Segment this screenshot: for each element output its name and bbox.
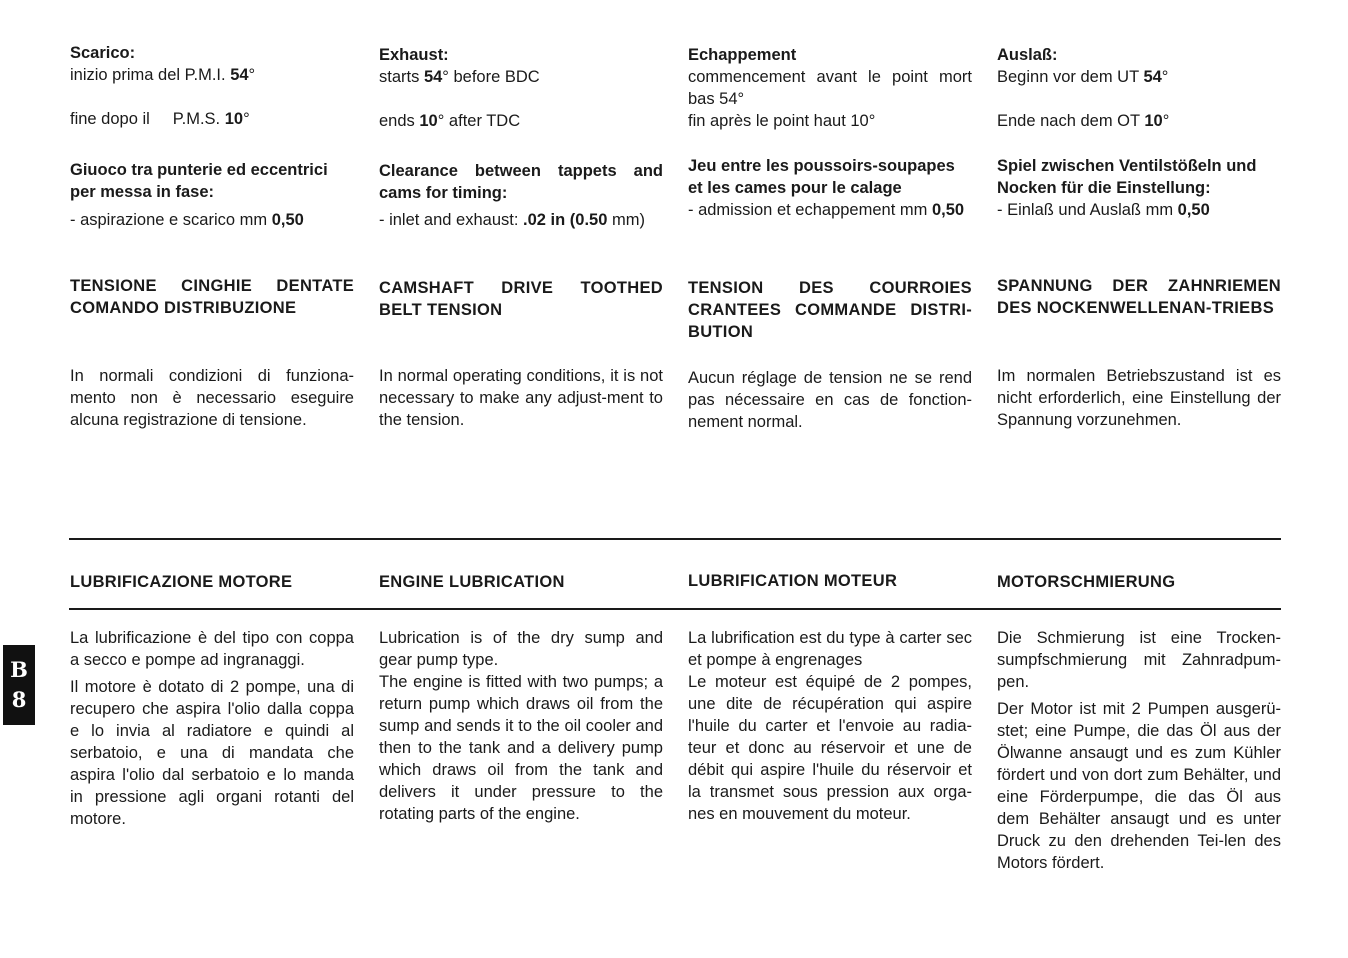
page-number: 8	[11, 687, 27, 712]
lubrication-paragraph: La lubrification est du type à carter sec et pompe à engrenages	[688, 629, 972, 669]
belt-tension-text: Im normalen Betriebszustand ist es nicht erforderlich, eine Einstellung der Spannung vorzunehmen.	[997, 367, 1281, 429]
exhaust-open: commencement avant le point mort bas 54°	[688, 68, 972, 108]
lubrication-title: LUBRIFICAZIONE MOTORE	[70, 573, 293, 591]
lubrication-title: ENGINE LUBRICATION	[379, 573, 565, 591]
clearance-title: Giuoco tra punterie ed eccentrici per messa in fase:	[70, 161, 328, 201]
tappet-clearance	[379, 160, 663, 231]
belt-tension-title: CAMSHAFT DRIVE TOOTHED BELT TENSION	[379, 279, 663, 319]
clearance-value: - inlet and exhaust: .02 in (0.50 mm)	[379, 211, 645, 229]
exhaust-close: fine dopo il P.M.S. 10°	[70, 110, 250, 128]
lubrication-paragraph: Die Schmierung ist eine Trocken-sumpfschmierung mit Zahnradpum-pen.	[997, 629, 1281, 691]
lubrication-paragraph: Il motore è dotato di 2 pompe, una di recupero che aspira l'olio dalla coppa e lo invia al radiatore e quindi al serbatoio, e una di mandata che aspira l'olio dal serbatoio e lo manda in pressione agli organi rotanti del motore.	[70, 678, 354, 828]
exhaust-timing	[379, 44, 663, 132]
belt-tension-title: TENSION DES COURROIES CRANTEES COMMANDE DISTRI-BUTION	[688, 279, 972, 341]
clearance-title: Jeu entre les poussoirs-soupapes et les cames pour le calage	[688, 157, 955, 197]
belt-tension-title: SPANNUNG DER ZAHNRIEMEN DES NOCKENWELLENAN-TRIEBS	[997, 277, 1281, 317]
clearance-value: - aspirazione e scarico mm 0,50	[70, 211, 304, 229]
exhaust-open: starts 54° before BDC	[379, 68, 540, 86]
section-divider-bottom	[69, 608, 1281, 610]
clearance-value: - admission et echappement mm 0,50	[688, 201, 965, 219]
exhaust-title: Echappement	[688, 46, 797, 64]
lubrication-paragraph: Le moteur est équipé de 2 pompes, une dite de récupération qui aspire l'huile du carter et l'envoie au radia-teur et donc au réservoir et une de débit qui aspire l'huile du réservoir et la transmet sous pression aux orga-nes en mouvement du moteur.	[688, 673, 972, 823]
exhaust-title: Exhaust:	[379, 46, 449, 64]
exhaust-title: Scarico:	[70, 44, 136, 62]
section-tab	[3, 645, 35, 725]
tappet-clearance	[997, 155, 1281, 221]
lubrication-text	[688, 627, 972, 825]
lubrication-paragraph: Lubrication is of the dry sump and gear pump type.	[379, 629, 663, 669]
belt-tension-text: In normal operating conditions, it is not necessary to make any adjust-ment to the tension.	[379, 367, 663, 429]
exhaust-timing	[688, 44, 972, 132]
belt-tension-text: In normali condizioni di funziona-mento non è necessario eseguire alcuna registrazione di tensione.	[70, 367, 354, 429]
lubrication-paragraph: Der Motor ist mit 2 Pumpen ausgerü-stet; eine Pumpe, die das Öl aus der Ölwanne ansaugt und es zum Kühler fördert und von dort zum Behälter, und eine Förderpumpe, die das Öl aus dem Behälter ansaugt und es unter Druck zu den drehenden Tei-len des Motors fördert.	[997, 700, 1281, 872]
lubrication-title: MOTORSCHMIERUNG	[997, 573, 1176, 591]
exhaust-timing	[997, 44, 1281, 132]
tappet-clearance	[688, 155, 972, 221]
section-divider-top	[69, 538, 1281, 540]
exhaust-title: Auslaß:	[997, 46, 1058, 64]
exhaust-close: fin après le point haut 10°	[688, 112, 876, 130]
lubrication-text	[70, 627, 354, 830]
lubrication-paragraph: The engine is fitted with two pumps; a return pump which draws oil from the sump and sends it to the oil cooler and then to the tank and a delivery pump which draws oil from the tank and delivers it under pressure to the rotating parts of the engine.	[379, 673, 663, 823]
clearance-title: Clearance between tappets and cams for timing:	[379, 162, 663, 202]
tappet-clearance	[70, 159, 354, 231]
section-letter: B	[10, 657, 28, 682]
lubrication-text	[379, 627, 663, 825]
clearance-title: Spiel zwischen Ventilstößeln und Nocken für die Einstellung:	[997, 157, 1257, 197]
belt-tension-title: TENSIONE CINGHIE DENTATE COMANDO DISTRIBUZIONE	[70, 277, 354, 317]
exhaust-close: Ende nach dem OT 10°	[997, 112, 1170, 130]
exhaust-open: Beginn vor dem UT 54°	[997, 68, 1169, 86]
clearance-value: - Einlaß und Auslaß mm 0,50	[997, 201, 1210, 219]
lubrication-paragraph: La lubrificazione è del tipo con coppa a secco e pompe ad ingranaggi.	[70, 629, 354, 669]
exhaust-open: inizio prima del P.M.I. 54°	[70, 66, 256, 84]
lubrication-text	[997, 627, 1281, 874]
lubrication-title: LUBRIFICATION MOTEUR	[688, 572, 898, 590]
belt-tension-text: Aucun réglage de tension ne se rend pas nécessaire en cas de fonction-nement normal.	[688, 369, 972, 431]
exhaust-close: ends 10° after TDC	[379, 112, 521, 130]
exhaust-timing	[70, 42, 354, 130]
